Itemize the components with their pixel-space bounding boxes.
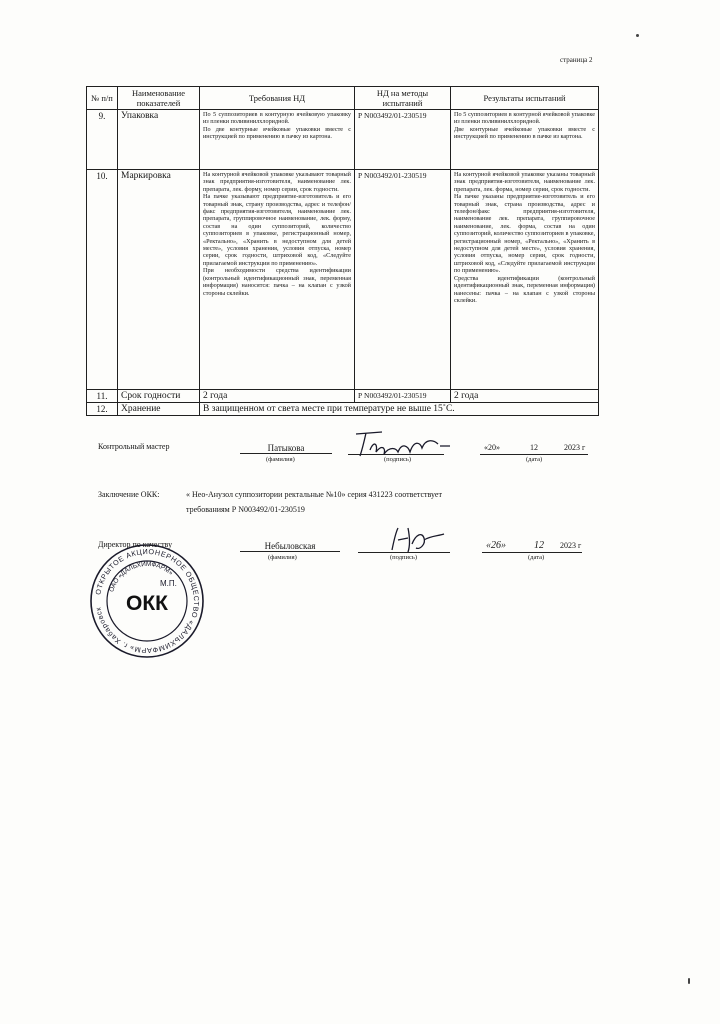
req-paragraph: По две контурные ячейковые упаковки вместе с инструкцией по применению в пачку из картона. [203,125,351,141]
row-requirements [200,110,355,170]
row-name: Срок годности [118,390,200,403]
row-method: Р N003492/01-230519 [355,110,451,170]
director-label: Директор по качеству [98,540,173,549]
result-paragraph: На контурной ячейковой упаковке указаны товарный знак предприятия-изготовителя, наименование лек. препарата, лек. форма, номер серии, срок годности. [454,171,595,193]
row-requirements: 2 года [200,390,355,403]
header-num: № п/п [87,87,118,110]
master-date-month: 12 [530,443,538,452]
conclusion-text-2: требованиям Р N003492/01-230519 [186,505,305,514]
master-signature [352,426,452,460]
row-result [451,170,599,390]
stamp-ring-text: ОТКРЫТОЕ АКЦИОНЕРНОЕ ОБЩЕСТВО «ДАЛЬХИМФАРМ» г. Хабаровск [93,546,202,656]
row-name: Упаковка [118,110,200,170]
director-surname-caption: (фамилия) [268,554,297,561]
req-paragraph: По 5 суппозиториев в контурную ячейковую упаковку из пленки поливинилхлоридной. [203,111,351,126]
director-surname: Небыловская [240,541,340,552]
director-date-year: 2023 г [560,541,582,550]
scan-speck [688,978,690,984]
req-paragraph: При необходимости средства идентификации (контрольный идентификационный знак, переменная информация) наносятся: пачка – на клапан с узкой стороны склейки. [203,267,351,297]
row-num: 12. [87,403,118,416]
row-name: Хранение [118,403,200,416]
page-number: страница 2 [560,56,593,64]
header-methods: НД на методы испытаний [355,87,451,110]
table-row [87,170,599,390]
master-surname-caption: (фамилия) [266,456,295,463]
row-num: 10. [87,170,118,390]
table-header-row [87,87,599,110]
stamp-inner-text: ОАО «ДАЛЬХИМФАРМ» [108,560,175,593]
master-date-day: «20» [484,443,500,452]
master-label: Контрольный мастер [98,442,170,451]
row-requirements [200,170,355,390]
row-result: 2 года [451,390,599,403]
master-signature-caption: (подпись) [384,456,411,463]
scan-speck [636,34,639,37]
result-paragraph: По 5 суппозиториев в контурной ячейковой упаковке из пленки поливинилхлоридной. [454,111,595,126]
row-requirements: В защищенном от света месте при температуре не выше 15˚С. [200,403,599,416]
test-results-table [86,86,599,416]
master-date-line [480,454,588,455]
table-row [87,110,599,170]
header-results: Результаты испытаний [451,87,599,110]
row-result [451,110,599,170]
master-surname: Патыкова [240,443,332,454]
result-paragraph: Средства идентификации (контрольный идентификационный знак, переменная информация) нанесены: пачка – на клапан с узкой стороны склейки. [454,274,595,304]
row-num: 9. [87,110,118,170]
row-name: Маркировка [118,170,200,390]
result-paragraph: На пачке указаны предприятие-изготовитель и его товарный знак, страна производства, адрес и телефон/факс предприятия-изготовителя, наименование лек. препарата, группировочное наименование, лек. форма, состав на один суппозиторий, количество суппозиториев в упаковке, регистрационный номер, «Ректально», «Хранить в недоступном для детей месте», условия хранения, условия отпуска, номер серии, срок годности, штриховой код, «Следуйте прилагаемой инструкции по применению». [454,193,595,275]
director-date-month: 12 [534,540,544,551]
req-paragraph: На пачке указывают предприятие-изготовитель и его товарный знак, страну производства, адрес и телефон/факс предприятия-изготовителя, наименование лек. препарата, группировочное наименование, лек. форму, состав на один суппозиторий, количество суппозиториев в упаковке, регистрационный номер, «Ректально», «Хранить в недоступном для детей месте», условия хранения, условия отпуска, номер серии, срок годности, штриховой код, «Следуйте прилагаемой инструкции по применению». [203,193,351,267]
director-date-day: «26» [486,540,506,551]
req-paragraph: На контурной ячейковой упаковке указывают товарный знак предприятия-изготовителя, наименование лек. препарата, лек. форму, номер серии, срок годности. [203,171,351,193]
conclusion-text: « Нео-Анузол суппозитории ректальные №10» серия 431223 соответствует [186,490,442,499]
row-method: Р N003492/01-230519 [355,390,451,403]
director-signature-caption: (подпись) [390,554,417,561]
director-date-line [482,552,582,553]
table-row [87,403,599,416]
header-requirements: Требования НД [200,87,355,110]
header-name: Наименование показателей [118,87,200,110]
stamp-center: ОКК [126,592,168,615]
row-num: 11. [87,390,118,403]
row-method: Р N003492/01-230519 [355,170,451,390]
director-date-caption: (дата) [528,554,545,561]
director-signature [380,522,450,558]
result-paragraph: Две контурные ячейковые упаковки вместе с инструкцией по применению в пачке из картона. [454,125,595,141]
conclusion-label: Заключение ОКК: [98,490,160,499]
master-date-caption: (дата) [526,456,543,463]
stamp-mp: М.П. [160,579,177,588]
master-date-year: 2023 г [564,443,586,452]
okk-stamp [88,542,206,660]
table-row [87,390,599,403]
